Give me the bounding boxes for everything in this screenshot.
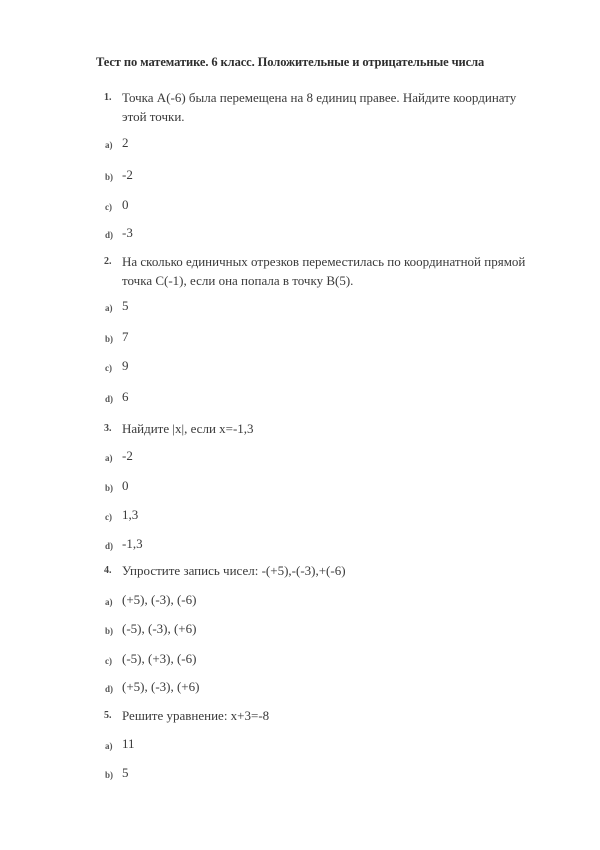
- option-text: 0: [122, 197, 129, 212]
- option-label: c): [105, 656, 112, 666]
- option-label: b): [105, 483, 114, 493]
- question-text: Найдите |x|, если x=-1,3: [122, 421, 254, 436]
- option-text: 5: [122, 765, 129, 780]
- option-label: c): [105, 363, 112, 373]
- question-text: Точка A(-6) была перемещена на 8 единиц правее. Найдите координату этой точки.: [122, 90, 517, 124]
- option-text: 7: [122, 329, 129, 344]
- option-text: (+5), (-3), (-6): [122, 592, 197, 607]
- option-label: a): [105, 453, 113, 463]
- option-text: -3: [122, 225, 133, 240]
- document-title: Тест по математике. 6 класс. Положительные и отрицательные числа: [96, 55, 485, 69]
- option-label: d): [105, 230, 114, 240]
- question-number: 4.: [104, 565, 112, 576]
- option-label: a): [105, 597, 113, 607]
- option-text: 9: [122, 358, 129, 373]
- option-text: 2: [122, 135, 129, 150]
- option-label: a): [105, 741, 113, 751]
- option-label: b): [105, 172, 114, 182]
- question-text: Упростите запись чисел: -(+5),-(-3),+(-6): [122, 563, 346, 578]
- question-text: Решите уравнение: x+3=-8: [122, 708, 270, 723]
- option-text: 6: [122, 389, 129, 404]
- option-label: b): [105, 334, 114, 344]
- option-label: a): [105, 140, 113, 150]
- option-label: c): [105, 512, 112, 522]
- option-label: b): [105, 626, 114, 636]
- option-label: d): [105, 394, 114, 404]
- option-text: (-5), (+3), (-6): [122, 651, 197, 666]
- option-text: 1,3: [122, 507, 139, 522]
- question-number: 2.: [104, 256, 112, 267]
- question-number: 5.: [104, 710, 112, 721]
- option-text: 5: [122, 298, 129, 313]
- question-text: На сколько единичных отрезков переместилась по координатной прямой точка C(-1), если она попала в точку B(5).: [122, 254, 526, 288]
- option-label: d): [105, 541, 114, 551]
- option-text: -1,3: [122, 536, 143, 551]
- question-number: 3.: [104, 423, 112, 434]
- option-text: -2: [122, 167, 133, 182]
- option-text: 0: [122, 478, 129, 493]
- option-text: (+5), (-3), (+6): [122, 679, 200, 694]
- option-label: a): [105, 303, 113, 313]
- question-number: 1.: [104, 92, 112, 103]
- option-text: 11: [122, 736, 135, 751]
- option-text: -2: [122, 448, 133, 463]
- option-label: c): [105, 202, 112, 212]
- option-label: b): [105, 770, 114, 780]
- option-label: d): [105, 684, 114, 694]
- option-text: (-5), (-3), (+6): [122, 621, 197, 636]
